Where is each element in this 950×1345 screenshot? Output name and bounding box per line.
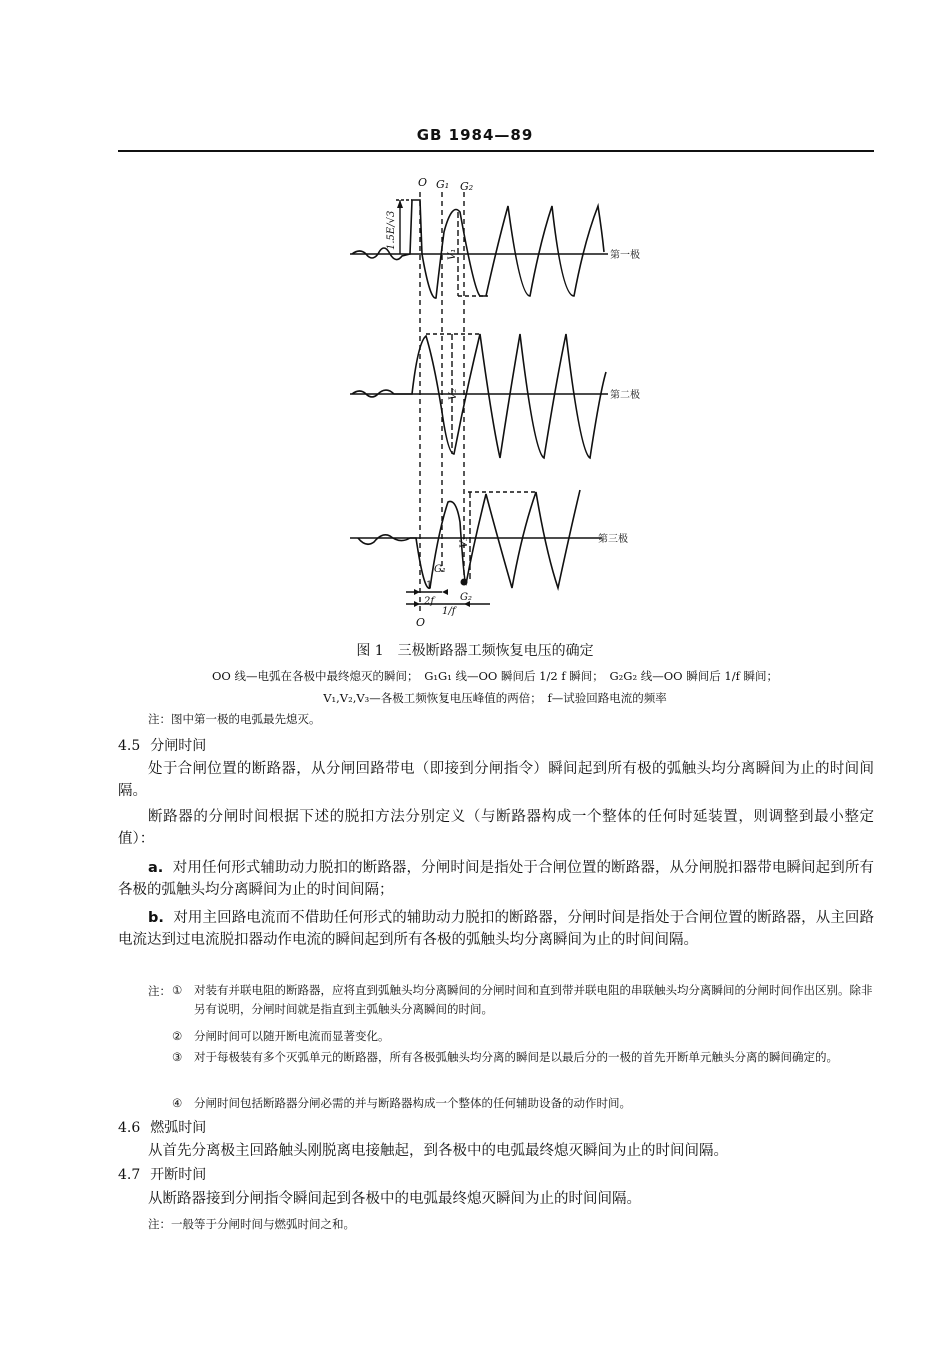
item-b-text: 对用主回路电流而不借助任何形式的辅助动力脱扣的断路器，分闸时间是指处于合闸位置的断路器，从主回路电流达到过电流脱扣器动作电流的瞬间起到所有各极的弧触头均分离瞬间为止的时间间隔。 [118, 910, 874, 948]
s45-notes-label: 注： [148, 984, 171, 998]
section-title: 开断时间 [150, 1167, 207, 1183]
figure-caption: 图 1 三极断路器工频恢复电压的确定 [356, 643, 594, 659]
note-text: 对于每极装有多个灭弧单元的断路器，所有各极弧触头均分离的瞬间是以最后分的一极的首先开断单元触头分离的瞬间确定的。 [194, 1050, 838, 1064]
section-number: 4.5 [118, 738, 141, 754]
pole3-label: 第三极 [598, 534, 628, 545]
section-number: 4.7 [118, 1167, 141, 1183]
figure-note: 注：图中第一极的电弧最先熄灭。 [148, 712, 321, 726]
s47-note: 注：一般等于分闸时间与燃弧时间之和。 [148, 1217, 355, 1231]
g2-top-label: G₂ [460, 180, 474, 193]
amplitude-label: 1.5E/√3 [386, 210, 397, 250]
g1-top-label: G₁ [436, 178, 450, 191]
section-4-5-heading [118, 735, 216, 755]
note-symbol: ③ [172, 1050, 183, 1064]
recovery-voltage-figure [340, 172, 650, 627]
s45-note-1 [172, 981, 876, 1019]
full-period-label: 1/f [442, 606, 456, 617]
page-header: GB 1984—89 [416, 126, 534, 144]
s45-paragraph-1: 处于合闸位置的断路器，从分闸回路带电（即接到分闸指令）瞬间起到所有极的弧触头均分离瞬间为止的时间间隔。 [118, 761, 874, 799]
v2-label: V₂ [448, 388, 459, 400]
item-b-label: b. [148, 910, 164, 926]
g2-bottom-label: G₂ [460, 592, 472, 603]
v3-label: V₃ [459, 536, 470, 548]
g1-bottom-label: G₁ [434, 564, 446, 575]
item-a-text: 对用任何形式辅助动力脱扣的断路器，分闸时间是指处于合闸位置的断路器，从分闸脱扣器带电瞬间起到所有各极的弧触头均分离瞬间为止的时间间隔； [118, 860, 875, 898]
pole1-label: 第一极 [610, 250, 640, 261]
section-title: 分闸时间 [150, 738, 207, 754]
s47-paragraph: 从断路器接到分闸指令瞬间起到各极中的电弧最终熄灭瞬间为止的时间间隔。 [148, 1191, 641, 1207]
v1-label: V₁ [447, 248, 458, 260]
o-bottom-label: O [416, 616, 426, 627]
s45-note-2 [172, 1027, 876, 1046]
figure-legend-line2: V₁,V₂,V₃—各极工频恢复电压峰值的两倍； f—试验回路电流的频率 [323, 691, 667, 705]
s45-item-b [118, 907, 874, 951]
section-4-6-heading [118, 1117, 216, 1137]
note-text: 分闸时间包括断路器分闸必需的并与断路器构成一个整体的任何辅助设备的动作时间。 [194, 1096, 631, 1110]
figure-legend-line1: OO 线—电弧在各极中最终熄灭的瞬间； G₁G₁ 线—OO 瞬间后 1/2 f 瞬间； G₂G₂ 线—OO 瞬间后 1/f 瞬间； [211, 669, 779, 683]
note-symbol: ① [172, 983, 183, 997]
item-a-label: a. [148, 860, 164, 876]
section-4-7-heading [118, 1164, 216, 1184]
s46-paragraph: 从首先分离极主回路触头刚脱离电接触起，到各极中的电弧最终熄灭瞬间为止的时间间隔。 [148, 1143, 728, 1159]
o-top-label: O [418, 176, 428, 189]
section-title: 燃弧时间 [150, 1120, 207, 1136]
pole2-waveform [352, 334, 606, 458]
s45-note-4 [172, 1094, 876, 1113]
s45-note-3 [172, 1048, 876, 1067]
section-number: 4.6 [118, 1120, 141, 1136]
note-text: 分闸时间可以随开断电流而显著变化。 [194, 1029, 390, 1043]
pole3-g2-point [461, 579, 468, 586]
note-symbol: ④ [172, 1096, 183, 1110]
s45-paragraph-2: 断路器的分闸时间根据下述的脱扣方法分别定义（与断路器构成一个整体的任何时延装置，则调整到最小整定值）： [118, 809, 874, 847]
note-text: 对装有并联电阻的断路器，应将直到弧触头均分离瞬间的分闸时间和直到带并联电阻的串联触头均分离瞬间的分闸时间作出区别。除非另有说明，分闸时间就是指直到主弧触头分离瞬间的时间。 [194, 983, 873, 1016]
half-period-den: 2f [424, 596, 435, 607]
header-rule [118, 150, 874, 152]
s45-item-a [118, 857, 874, 901]
half-period-num: 1 [426, 580, 433, 591]
pole2-label: 第二极 [610, 390, 640, 401]
note-symbol: ② [172, 1029, 183, 1043]
